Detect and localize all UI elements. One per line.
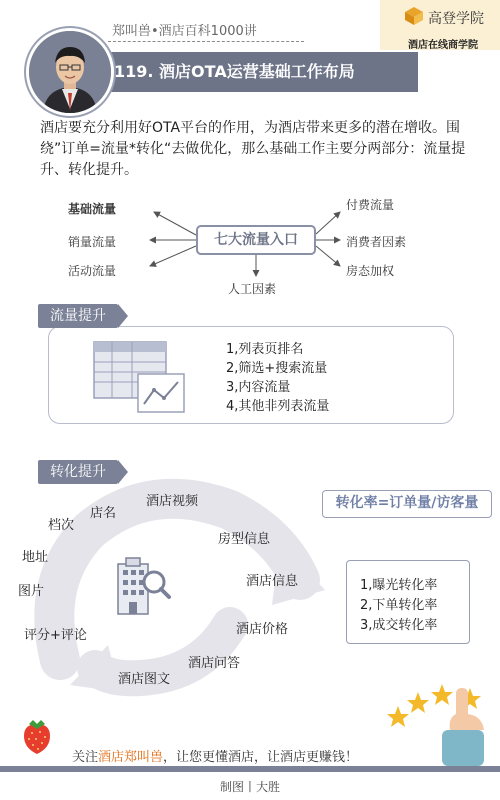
strawberry-icon (20, 716, 54, 756)
conversion-factor: 地址 (22, 550, 49, 565)
brand-name: 高登学院 (428, 11, 484, 27)
conversion-rates-list (360, 576, 437, 636)
list-item: 3,成交转化率 (360, 618, 438, 633)
spreadsheet-chart-icon (92, 340, 188, 416)
footer-prefix: 关注 (72, 750, 99, 765)
series-label: 郑叫兽•酒店百科1000讲 (112, 24, 257, 39)
hotel-search-icon (114, 556, 172, 616)
conversion-factor: 评分+评论 (24, 628, 87, 643)
mindmap-left-item: 基础流量 (68, 202, 117, 216)
mindmap-bottom-item: 人工因素 (228, 282, 277, 296)
mindmap-right-item: 房态加权 (346, 264, 395, 278)
traffic-list (226, 340, 329, 416)
list-item: 2,下单转化率 (360, 598, 438, 613)
conversion-factor: 房型信息 (218, 532, 271, 547)
footer-suffix: ，让您更懂酒店，让酒店更赚钱！ (163, 750, 359, 765)
conversion-factor: 店名 (90, 506, 117, 521)
list-item: 1,曝光转化率 (360, 578, 438, 593)
mindmap-center-node: 七大流量入口 (196, 225, 316, 255)
conversion-factor: 档次 (48, 518, 75, 533)
stars-hand-icon (386, 680, 500, 766)
conversion-formula: 转化率=订单量/访客量 (322, 490, 492, 518)
page-title: 119. 酒店OTA运营基础工作布局 (114, 62, 355, 81)
list-item: 2,筛选+搜索流量 (226, 361, 328, 376)
footer-credit: 制图丨大胜 (219, 780, 280, 794)
conversion-factor: 酒店视频 (146, 494, 199, 509)
conversion-factor: 酒店价格 (236, 622, 289, 637)
list-item: 3,内容流量 (226, 380, 291, 395)
mindmap-left-item: 销量流量 (68, 235, 117, 249)
footer-slogan (72, 746, 358, 765)
list-item: 1,列表页排名 (226, 342, 304, 357)
mindmap-right-item: 消费者因素 (346, 235, 407, 249)
conversion-section-tag: 转化提升 (38, 460, 118, 484)
list-item: 4,其他非列表流量 (226, 399, 330, 414)
mindmap-left-item: 活动流量 (68, 264, 117, 278)
footer-band (0, 766, 500, 772)
footer-highlight: 酒店郑叫兽 (98, 750, 164, 765)
mindmap-right-item: 付费流量 (346, 198, 395, 212)
conversion-factor: 酒店问答 (188, 656, 241, 671)
brand-subtitle: 酒店在线商学院 (408, 40, 478, 51)
conversion-factor: 酒店信息 (246, 574, 299, 589)
traffic-section-tag: 流量提升 (38, 304, 118, 328)
intro-paragraph: 酒店要充分利用好OTA平台的作用，为酒店带来更多的潜在增收。围绕”订单=流量*转化“去做优化，那么基础工作主要分两部分：流量提升、转化提升。 (40, 120, 466, 178)
conversion-factor: 图片 (18, 584, 45, 599)
conversion-factor: 酒店图文 (118, 672, 171, 687)
